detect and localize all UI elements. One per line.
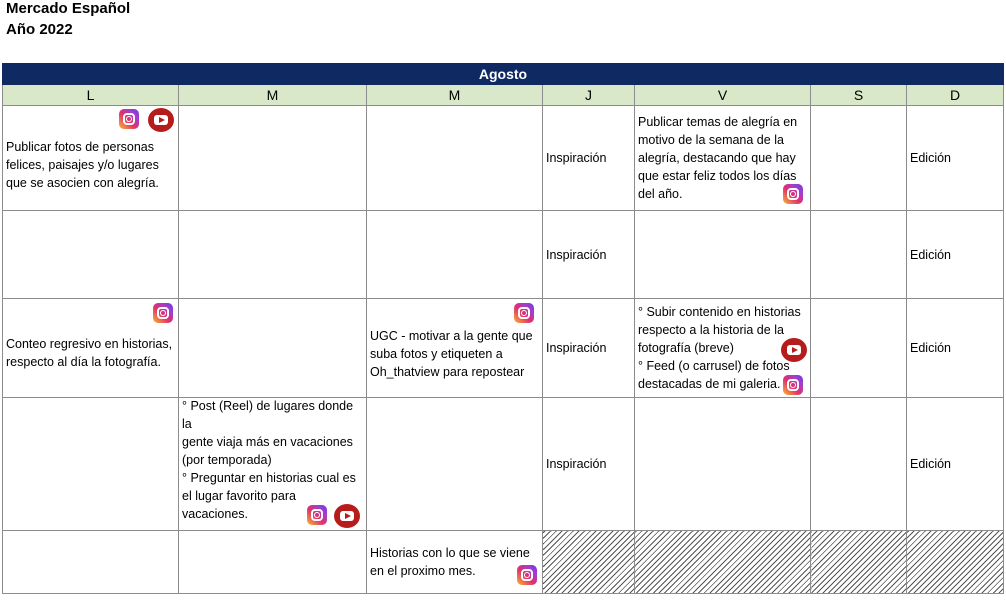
calendar-cell[interactable] xyxy=(179,531,367,594)
instagram-icon xyxy=(119,109,139,129)
day-header-viernes: V xyxy=(635,85,811,106)
youtube-icon xyxy=(334,504,360,528)
cell-text: Edición xyxy=(910,247,951,262)
calendar-cell[interactable] xyxy=(811,106,907,211)
table-row xyxy=(3,106,1004,211)
instagram-icon xyxy=(517,565,537,585)
calendar-cell[interactable] xyxy=(907,398,1004,531)
youtube-icon xyxy=(781,338,807,362)
calendar-cell[interactable] xyxy=(635,106,811,211)
calendar-cell[interactable] xyxy=(543,398,635,531)
calendar-cell[interactable] xyxy=(543,211,635,299)
instagram-icon xyxy=(307,505,327,525)
day-header-lunes: L xyxy=(3,85,179,106)
calendar-cell[interactable] xyxy=(635,398,811,531)
cell-text: Edición xyxy=(910,151,951,165)
blocked-cell xyxy=(543,531,635,594)
calendar-cell[interactable] xyxy=(3,211,179,299)
calendar-cell[interactable] xyxy=(3,299,179,398)
calendar-cell[interactable] xyxy=(367,106,543,211)
month-header: Agosto xyxy=(3,64,1004,85)
calendar-cell[interactable] xyxy=(179,106,367,211)
page-title: Mercado Español xyxy=(6,0,131,17)
cell-text: ° Post (Reel) de lugares donde la gente viaja más en vacaciones (por temporada) ° Preguntar en historias cual es el lugar favorito para vacaciones. xyxy=(182,399,356,521)
day-header-miercoles: M xyxy=(367,85,543,106)
instagram-icon xyxy=(153,303,173,323)
day-header-domingo: D xyxy=(907,85,1004,106)
cell-text: Inspiración xyxy=(546,341,607,355)
calendar-cell[interactable] xyxy=(907,211,1004,299)
cell-text: Historias con lo que se viene en el proximo mes. xyxy=(370,546,530,578)
instagram-icon xyxy=(783,184,803,204)
calendar-cell[interactable] xyxy=(367,299,543,398)
blocked-cell xyxy=(907,531,1004,594)
calendar-cell[interactable] xyxy=(543,299,635,398)
calendar-cell[interactable] xyxy=(811,398,907,531)
cell-text: Edición xyxy=(910,457,951,471)
calendar-cell[interactable] xyxy=(811,299,907,398)
calendar-cell[interactable] xyxy=(367,531,543,594)
table-row xyxy=(3,531,1004,594)
calendar-cell[interactable] xyxy=(179,398,367,531)
calendar-cell[interactable] xyxy=(907,106,1004,211)
calendar-cell[interactable] xyxy=(907,299,1004,398)
content-calendar-table xyxy=(2,63,1004,594)
calendar-cell[interactable] xyxy=(3,531,179,594)
cell-text: Edición xyxy=(910,341,951,355)
calendar-cell[interactable] xyxy=(811,211,907,299)
calendar-cell[interactable] xyxy=(3,398,179,531)
day-header-sabado: S xyxy=(811,85,907,106)
calendar-cell[interactable] xyxy=(635,299,811,398)
cell-text: ° Subir contenido en historias respecto a la historia de la fotografía (breve) ° Feed (o carrusel) de fotos destacadas de mi galeria. xyxy=(638,305,801,391)
cell-text: Conteo regresivo en historias, respecto al día la fotografía. xyxy=(6,337,173,369)
calendar-cell[interactable] xyxy=(635,211,811,299)
blocked-cell xyxy=(635,531,811,594)
cell-text: Inspiración xyxy=(546,151,607,165)
cell-text: Publicar temas de alegría en motivo de la semana de la alegría, destacando que hay que estar feliz todos los días del año. xyxy=(638,115,798,201)
calendar-cell[interactable] xyxy=(367,398,543,531)
cell-text: Inspiración xyxy=(546,457,607,471)
blocked-cell xyxy=(811,531,907,594)
calendar-cell[interactable] xyxy=(179,299,367,398)
day-header-martes: M xyxy=(179,85,367,106)
day-header-jueves: J xyxy=(543,85,635,106)
youtube-icon xyxy=(148,108,174,132)
instagram-icon xyxy=(783,375,803,395)
instagram-icon xyxy=(514,303,534,323)
table-row xyxy=(3,211,1004,299)
cell-text: UGC - motivar a la gente que suba fotos y etiqueten a Oh_thatview para repostear xyxy=(370,329,533,379)
calendar-cell[interactable] xyxy=(543,106,635,211)
cell-text: Inspiración xyxy=(546,247,607,262)
table-row xyxy=(3,398,1004,531)
calendar-cell[interactable] xyxy=(3,106,179,211)
page-subtitle: Año 2022 xyxy=(6,21,73,38)
table-row xyxy=(3,299,1004,398)
calendar-cell[interactable] xyxy=(367,211,543,299)
calendar-cell[interactable] xyxy=(179,211,367,299)
cell-text: Publicar fotos de personas felices, paisajes y/o lugares que se asocien con alegría. xyxy=(6,140,159,190)
